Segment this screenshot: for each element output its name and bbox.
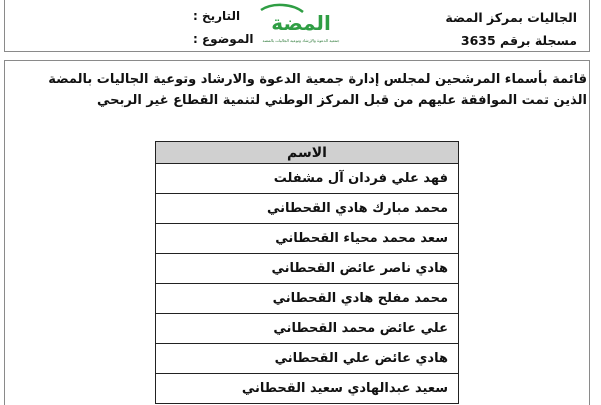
candidates-table (155, 141, 459, 404)
candidate-name: علي عائض محمد القحطاني (156, 314, 459, 344)
table-row (156, 194, 459, 224)
logo-wordmark: المضة (271, 11, 331, 35)
association-logo (253, 2, 349, 46)
table-row (156, 314, 459, 344)
table-row (156, 164, 459, 194)
table-row (156, 254, 459, 284)
name-column-header: الاسم (156, 142, 459, 164)
date-label: التاريخ : (193, 9, 241, 23)
candidate-name: سعيد عبدالهادي سعيد القحطاني (156, 374, 459, 404)
candidate-name: سعد محمد محياء القحطاني (156, 224, 459, 254)
registration-number: مسجلة برقم 3635 (460, 33, 577, 48)
candidate-name: محمد مبارك هادي القحطاني (156, 194, 459, 224)
intro-line-2: الذين تمت الموافقة عليهم من قبل المركز الوطني لتنمية القطاع غير الربحي (96, 93, 587, 108)
table-row (156, 374, 459, 404)
candidate-name: هادي عائض علي القحطاني (156, 344, 459, 374)
candidate-name: فهد علي فردان آل مشفلت (156, 164, 459, 194)
table-row (156, 224, 459, 254)
subject-label: الموضوع : (193, 32, 254, 46)
logo-subtext: جمعية الدعوة والإرشاد وتوعية الجاليات بالمضة (262, 38, 340, 43)
table-row (156, 344, 459, 374)
letterhead (4, 0, 590, 52)
candidate-name: محمد مفلح هادي القحطاني (156, 284, 459, 314)
table-row (156, 284, 459, 314)
candidate-name: هادي ناصر عائض القحطاني (156, 254, 459, 284)
org-name: الجاليات بمركز المضة (445, 10, 577, 25)
intro-line-1: قائمة بأسماء المرشحين لمجلس إدارة جمعية الدعوة والارشاد وتوعية الجاليات بالمضة (48, 72, 587, 87)
